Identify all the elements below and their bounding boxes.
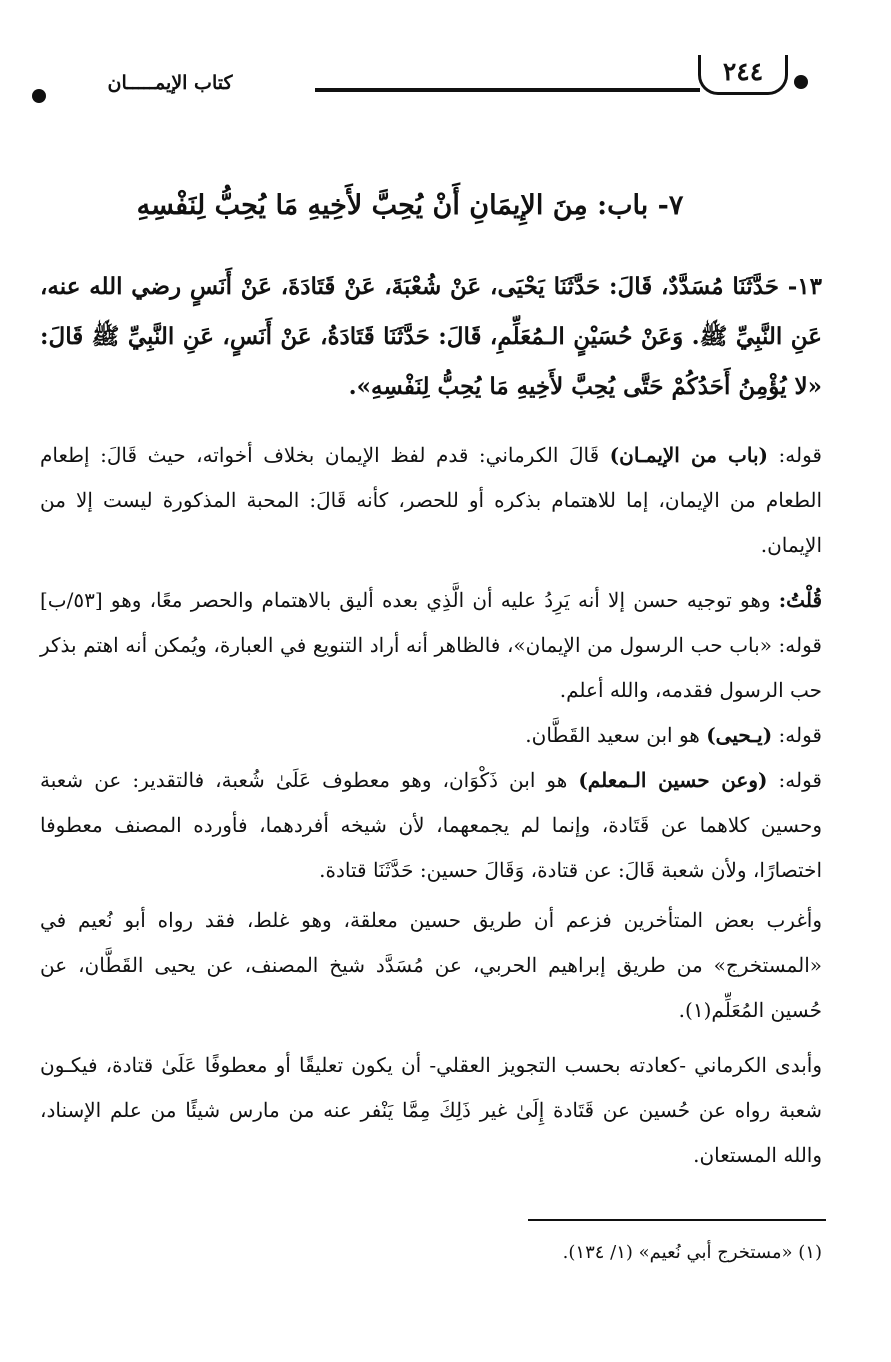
commentary-paragraph: وأبدى الكرماني -كعادته بحسب التجويز العقلي- أن يكون تعليقًا أو معطوفًا عَلَىٰ قتادة، فيكـون شعبة رواه عن حُسين عن قَتَادة إِلَىٰ غير ذَلِكَ مِمَّا يَنْفر عنه من مارس شيئًا من علم الإسناد، والله المستعان.: [40, 1053, 823, 1167]
commentary-paragraph: قوله: (باب من الإيمـان) قَالَ الكرماني: قدم لفظ الإيمان بخلاف أخواته، حيث قَالَ: إطعام الطعام من الإيمان، إما للاهتمام بذكره أو للحصر، كأنه قَالَ: المحبة المذكورة ليست إلا من الإيمان.: [40, 443, 822, 557]
page-number: ٢٤٤: [698, 55, 788, 95]
header-right-dot: [794, 75, 808, 89]
hadith-text: ١٣- حَدَّثَنَا مُسَدَّدٌ، قَالَ: حَدَّثَنَا يَحْيَى، عَنْ شُعْبَةَ، عَنْ قَتَادَةَ، عَنْ أَنَسٍ رضي الله عنه، عَنِ النَّبِيِّ ﷺ. وَعَنْ حُسَيْنٍ الـمُعَلِّمِ، قَالَ: حَدَّثَنَا قَتَادَةُ، عَنْ أَنَسٍ، عَنِ النَّبِيِّ ﷺ قَالَ: «لا يُؤْمِنُ أَحَدُكُمْ حَتَّى يُحِبَّ لأَخِيهِ مَا يُحِبُّ لِنَفْسِهِ».: [40, 273, 822, 400]
chapter-title: ٧- باب: مِنَ الإِيمَانِ أَنْ يُحِبَّ لأَخِيهِ مَا يُحِبُّ لِنَفْسِهِ: [136, 190, 684, 221]
commentary-paragraph: قوله: (وعن حسين الـمعلم) هو ابن ذَكْوَان، وهو معطوف عَلَىٰ شُعبة، فالتقدير: عن شعبة وحسين كلاهما عن قَتَادة، وإنما لم يجمعهما، لأن شيخه أفردهما، فأورده المصنف معطوفا اختصارًا، ولأن شعبة قَالَ: عن قتادة، وَقَالَ حسين: حَدَّثَنَا قتادة.: [40, 768, 822, 882]
footnote-rule: [528, 1219, 826, 1221]
header-left-dot: [32, 89, 46, 103]
commentary-paragraph: قوله: (يـحيى) هو ابن سعيد القَطَّان.: [525, 723, 822, 747]
commentary-paragraph: قُلْتُ: وهو توجيه حسن إلا أنه يَرِدُ عليه أن الَّذِي بعده أليق بالاهتمام والحصر معًا، وهو [٥٣/ب] قوله: «باب حب الرسول من الإيمان»، فالظاهر أنه أراد التنويع في العبارة، ويُمكن أنه اهتم بذكر حب الرسول فقدمه، والله أعلم.: [40, 588, 822, 702]
footnote: (١) «مستخرج أبي نُعيم» (١/ ١٣٤).: [562, 1242, 822, 1263]
commentary-paragraph: وأغرب بعض المتأخرين فزعم أن طريق حسين معلقة، وهو غلط، فقد رواه أبو نُعيم في «المستخرج» من طريق إبراهيم الحربي، عن مُسَدَّد شيخ المصنف، عن يحيى القَطَّان، عن حُسين المُعَلِّم(١).: [40, 908, 822, 1022]
header-rule: [315, 88, 700, 92]
book-title: كتاب الإيمـــــان: [107, 72, 233, 94]
